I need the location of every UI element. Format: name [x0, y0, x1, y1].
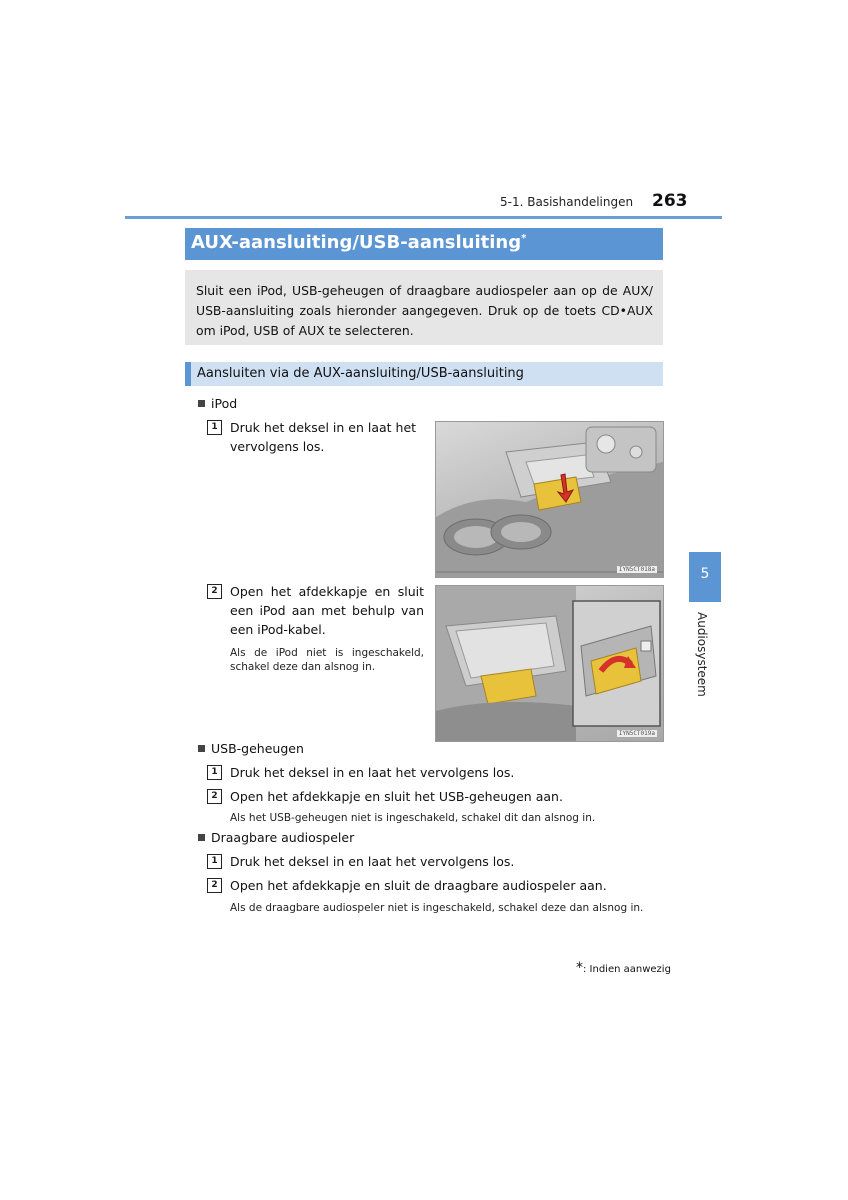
section-heading-ipod: iPod: [198, 396, 237, 411]
section-heading-audio-player: Draagbare audiospeler: [198, 830, 354, 845]
step-text: Druk het deksel in en laat het vervolgens los.: [230, 765, 515, 780]
page-title-text: AUX-aansluiting/USB-aansluiting: [191, 232, 522, 253]
footnote: [576, 960, 671, 976]
header-rule: [125, 216, 722, 219]
step-number: 2: [207, 584, 222, 599]
image-code: IYN5CT019a: [618, 730, 655, 737]
chapter-number: 5: [700, 566, 710, 582]
section-heading-usb: USB-geheugen: [198, 741, 304, 756]
step-text: Open het afdekkapje en sluit een iPod aan met behulp van een iPod-kabel.: [230, 584, 424, 637]
step-number: 1: [207, 420, 222, 435]
bullet-square-icon: [198, 745, 205, 752]
chapter-label: Audiosysteem: [695, 612, 709, 697]
subheading-accent: [185, 362, 191, 386]
footnote-symbol: *: [576, 960, 583, 976]
step-text: Druk het deksel in en laat het vervolgens los.: [230, 420, 417, 454]
bullet-square-icon: [198, 834, 205, 841]
page-title: [191, 232, 526, 253]
console-photo-2: [435, 585, 664, 742]
step-number: 1: [207, 765, 222, 780]
page-number: 263: [652, 191, 688, 211]
step-note: Als de iPod niet is ingeschakeld, schakel deze dan alsnog in.: [230, 647, 424, 673]
step-number: 2: [207, 878, 222, 893]
running-header: 5-1. Basishandelingen: [500, 195, 634, 209]
image-code: IYN5CT018a: [618, 566, 655, 573]
step-text: Druk het deksel in en laat het vervolgens los.: [230, 854, 515, 869]
console-photo-1: [435, 421, 664, 578]
step-note: Als de draagbare audiospeler niet is ingeschakeld, schakel deze dan alsnog in.: [230, 902, 644, 914]
footnote-text: : Indien aanwezig: [583, 964, 671, 975]
console-illustration: [436, 586, 663, 741]
step-text: Open het afdekkapje en sluit het USB-geheugen aan.: [230, 789, 563, 804]
console-illustration: [436, 422, 663, 577]
step-number: 1: [207, 854, 222, 869]
subheading: Aansluiten via de AUX-aansluiting/USB-aansluiting: [197, 366, 524, 381]
step-text: Open het afdekkapje en sluit de draagbare audiospeler aan.: [230, 878, 607, 893]
step-number: 2: [207, 789, 222, 804]
step-note: Als het USB-geheugen niet is ingeschakeld, schakel dit dan alsnog in.: [230, 812, 596, 824]
title-asterisk: *: [521, 233, 527, 244]
intro-text: Sluit een iPod, USB-geheugen of draagbare audiospeler aan op de AUX/ USB-aansluiting zoals hieronder aangegeven. Druk op de toets CD•AUX om iPod, USB of AUX te selecteren.: [196, 283, 653, 338]
bullet-square-icon: [198, 400, 205, 407]
